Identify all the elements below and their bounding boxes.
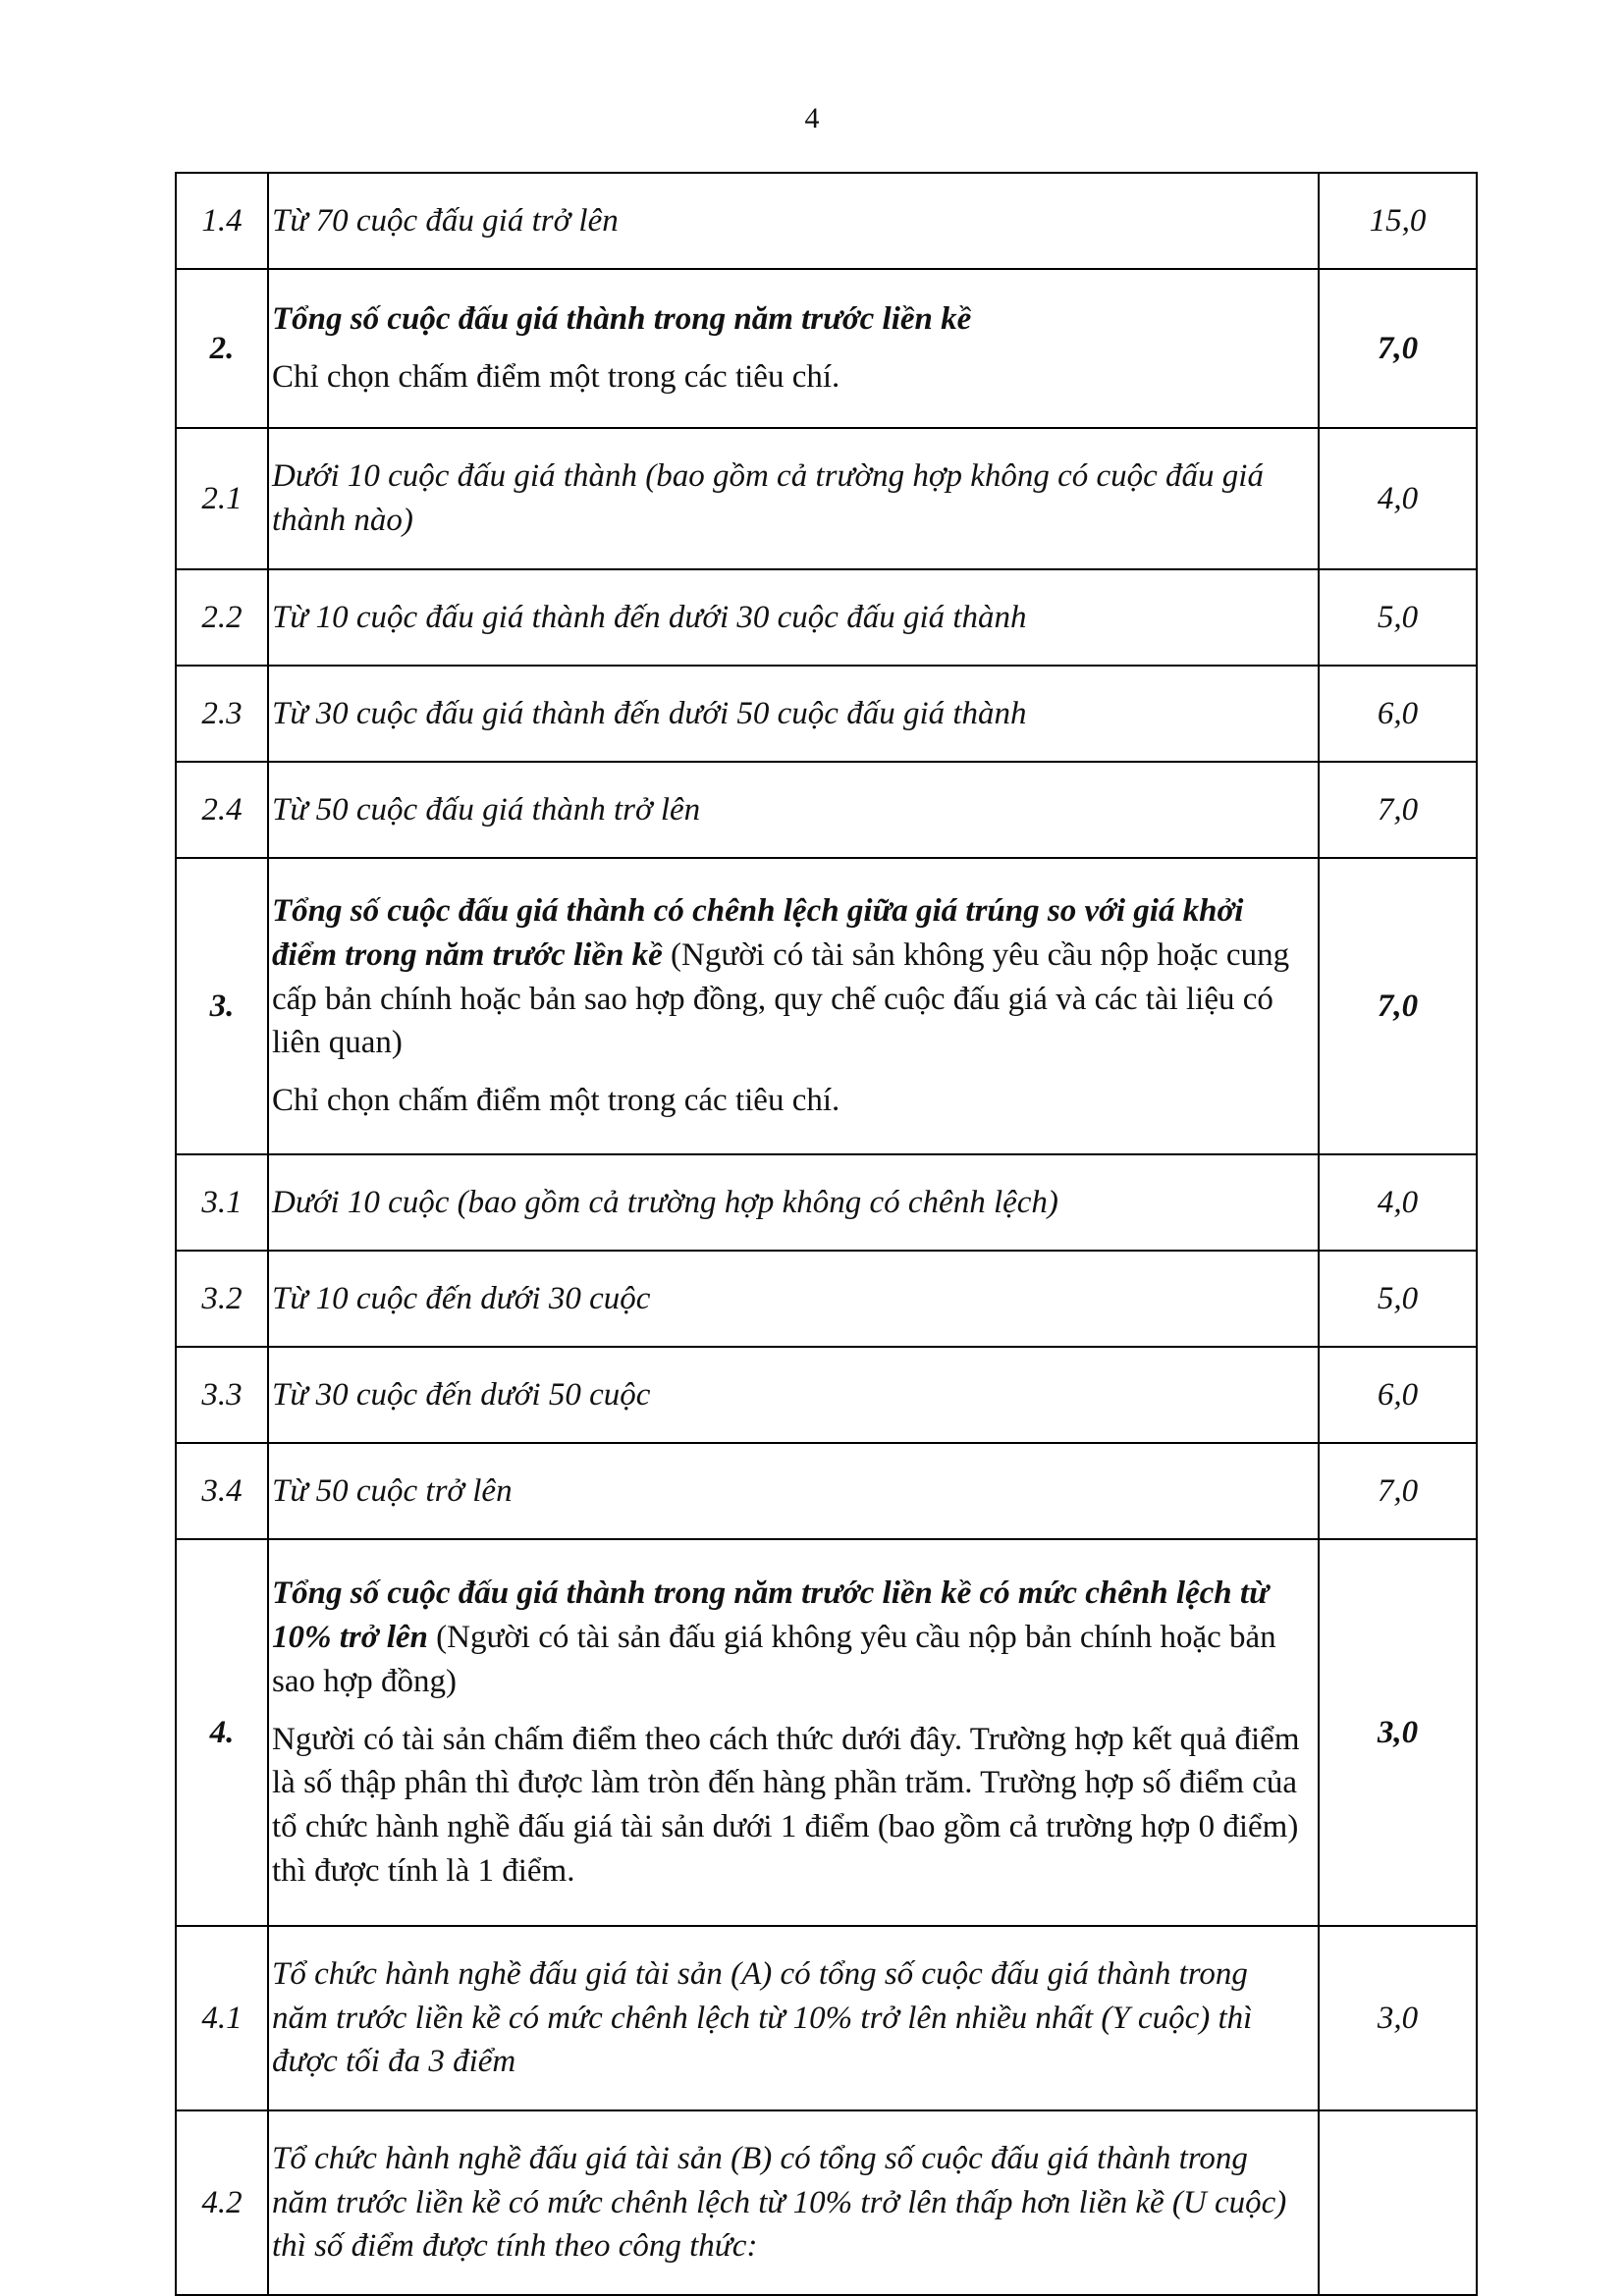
criterion-note: Người có tài sản chấm điểm theo cách thức dưới đây. Trường hợp kết quả điểm là số thập phân thì được làm tròn đến hàng phần trăm. Trường hợp số điểm của tổ chức hành nghề đấu giá tài sản dưới 1 điểm (bao gồm cả trường hợp 0 điểm) thì được tính là 1 điểm. bbox=[272, 1721, 1300, 1890]
score-value bbox=[1319, 2110, 1477, 2295]
row-number: 4. bbox=[176, 1539, 268, 1926]
criterion-cell bbox=[268, 1539, 1319, 1926]
criterion-cell bbox=[268, 269, 1319, 428]
row-number: 3.2 bbox=[176, 1251, 268, 1347]
row-number: 4.2 bbox=[176, 2110, 268, 2295]
table-row bbox=[176, 1539, 1477, 1926]
row-number: 2.3 bbox=[176, 666, 268, 762]
score-value: 7,0 bbox=[1319, 269, 1477, 428]
criterion-text: Từ 10 cuộc đấu giá thành đến dưới 30 cuộc đấu giá thành bbox=[268, 569, 1319, 666]
criterion-text: Dưới 10 cuộc đấu giá thành (bao gồm cả trường hợp không có cuộc đấu giá thành nào) bbox=[268, 428, 1319, 569]
score-value: 3,0 bbox=[1319, 1539, 1477, 1926]
table-row bbox=[176, 269, 1477, 428]
row-number: 3.3 bbox=[176, 1347, 268, 1443]
row-number: 3.1 bbox=[176, 1154, 268, 1251]
criterion-note: Chỉ chọn chấm điểm một trong các tiêu chí. bbox=[272, 359, 840, 395]
row-number: 2.1 bbox=[176, 428, 268, 569]
table-row bbox=[176, 428, 1477, 569]
criterion-cell bbox=[268, 858, 1319, 1154]
criterion-text: Tổ chức hành nghề đấu giá tài sản (B) có tổng số cuộc đấu giá thành trong năm trước liền kề có mức chênh lệch từ 10% trở lên thấp hơn liền kề (U cuộc) thì số điểm được tính theo công thức: bbox=[268, 2110, 1319, 2295]
row-number: 2.4 bbox=[176, 762, 268, 858]
row-number: 3. bbox=[176, 858, 268, 1154]
table-row bbox=[176, 1443, 1477, 1539]
table-row bbox=[176, 569, 1477, 666]
criterion-detail: (Người có tài sản không yêu cầu nộp hoặc cung cấp bản chính hoặc bản sao hợp đồng, quy chế cuộc đấu giá và các tài liệu có liên quan) bbox=[272, 936, 1290, 1061]
row-number: 3.4 bbox=[176, 1443, 268, 1539]
table-row bbox=[176, 858, 1477, 1154]
criterion-text: Từ 70 cuộc đấu giá trở lên bbox=[268, 173, 1319, 269]
score-value: 15,0 bbox=[1319, 173, 1477, 269]
criterion-note: Chỉ chọn chấm điểm một trong các tiêu chí. bbox=[272, 1083, 840, 1119]
criterion-title: Tổng số cuộc đấu giá thành trong năm trước liền kề bbox=[272, 301, 972, 338]
score-value: 7,0 bbox=[1319, 1443, 1477, 1539]
criterion-text: Từ 50 cuộc trở lên bbox=[268, 1443, 1319, 1539]
table-row bbox=[176, 1251, 1477, 1347]
criterion-title: Tổng số cuộc đấu giá thành có chênh lệch giữa giá trúng so với giá khởi điểm trong năm trước liền kề bbox=[272, 892, 1244, 973]
score-value: 3,0 bbox=[1319, 1926, 1477, 2110]
score-value: 4,0 bbox=[1319, 428, 1477, 569]
criterion-text: Từ 30 cuộc đến dưới 50 cuộc bbox=[268, 1347, 1319, 1443]
row-number: 2. bbox=[176, 269, 268, 428]
criteria-table bbox=[175, 172, 1478, 2296]
row-number: 2.2 bbox=[176, 569, 268, 666]
criterion-text: Từ 30 cuộc đấu giá thành đến dưới 50 cuộc đấu giá thành bbox=[268, 666, 1319, 762]
table-row bbox=[176, 1154, 1477, 1251]
criterion-text: Tổ chức hành nghề đấu giá tài sản (A) có tổng số cuộc đấu giá thành trong năm trước liền kề có mức chênh lệch từ 10% trở lên nhiều nhất (Y cuộc) thì được tối đa 3 điểm bbox=[268, 1926, 1319, 2110]
score-value: 6,0 bbox=[1319, 666, 1477, 762]
criterion-text: Dưới 10 cuộc (bao gồm cả trường hợp không có chênh lệch) bbox=[268, 1154, 1319, 1251]
score-value: 5,0 bbox=[1319, 1251, 1477, 1347]
row-number: 4.1 bbox=[176, 1926, 268, 2110]
page-number: 4 bbox=[804, 102, 820, 134]
criterion-detail: (Người có tài sản đấu giá không yêu cầu nộp bản chính hoặc bản sao hợp đồng) bbox=[272, 1619, 1276, 1699]
criterion-text: Từ 10 cuộc đến dưới 30 cuộc bbox=[268, 1251, 1319, 1347]
score-value: 7,0 bbox=[1319, 858, 1477, 1154]
table-row bbox=[176, 2110, 1477, 2295]
table-row bbox=[176, 173, 1477, 269]
row-number: 1.4 bbox=[176, 173, 268, 269]
table-row bbox=[176, 762, 1477, 858]
score-value: 4,0 bbox=[1319, 1154, 1477, 1251]
table-row bbox=[176, 1926, 1477, 2110]
score-value: 5,0 bbox=[1319, 569, 1477, 666]
table-row bbox=[176, 666, 1477, 762]
table-row bbox=[176, 1347, 1477, 1443]
criterion-title: Tổng số cuộc đấu giá thành trong năm trước liền kề có mức chênh lệch từ 10% trở lên bbox=[272, 1575, 1269, 1655]
criterion-text: Từ 50 cuộc đấu giá thành trở lên bbox=[268, 762, 1319, 858]
score-value: 7,0 bbox=[1319, 762, 1477, 858]
score-value: 6,0 bbox=[1319, 1347, 1477, 1443]
